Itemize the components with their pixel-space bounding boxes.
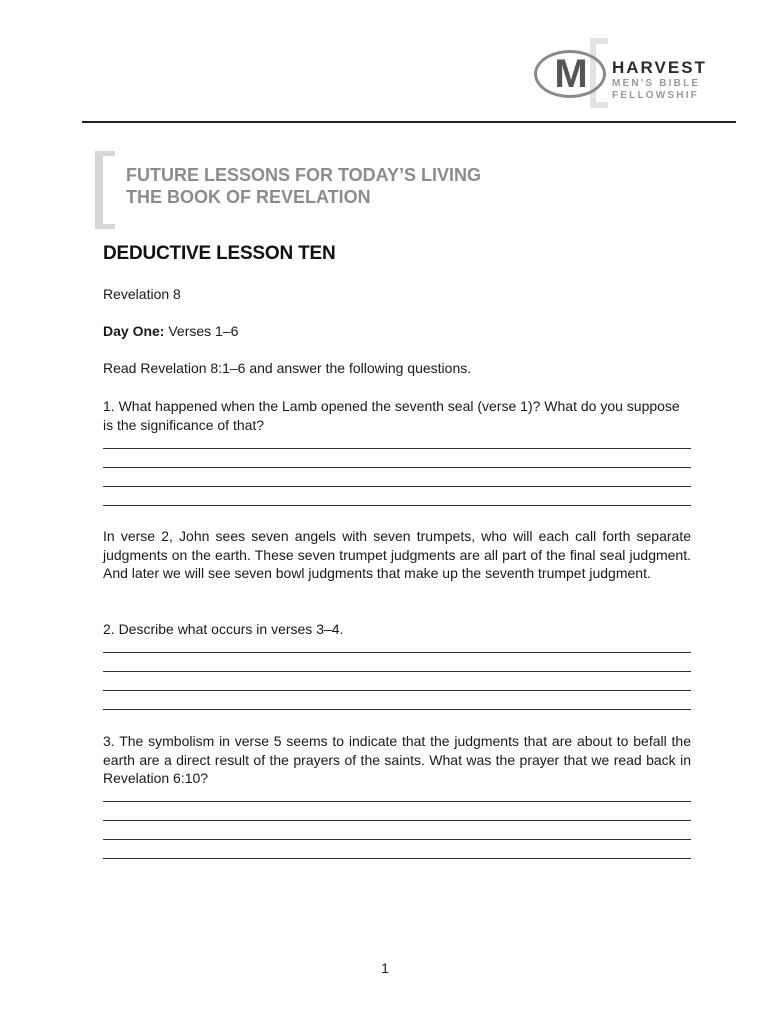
logo-subtitle-2: FELLOWSHIF (612, 90, 699, 101)
answer-line[interactable] (103, 652, 691, 653)
answer-line[interactable] (103, 839, 691, 840)
answer-line[interactable] (103, 858, 691, 859)
day-heading (103, 322, 691, 341)
answer-line[interactable] (103, 448, 691, 449)
question-1: 1. What happened when the Lamb opened the seventh seal (verse 1)? What do you suppose is the significance of that? (103, 398, 680, 433)
logo-subtitle-1: MEN'S BIBLE (612, 78, 701, 89)
question-3: 3. The symbolism in verse 5 seems to indicate that the judgments that are about to befall the earth are a direct result of the prayers of the saints. What was the prayer that we read back in Revelation 6:10? (103, 733, 691, 786)
passage-reference: Revelation 8 (103, 286, 181, 302)
answer-line[interactable] (103, 690, 691, 691)
series-title (126, 164, 481, 208)
answer-line[interactable] (103, 820, 691, 821)
series-bracket-icon (95, 151, 115, 229)
question-2: 2. Describe what occurs in verses 3–4. (103, 621, 344, 637)
answer-line[interactable] (103, 671, 691, 672)
lesson-title: DEDUCTIVE LESSON TEN (103, 243, 336, 264)
answer-line[interactable] (103, 467, 691, 468)
instruction: Read Revelation 8:1–6 and answer the following questions. (103, 360, 472, 376)
logo-name: HARVEST (612, 58, 707, 77)
series-title-line-1: FUTURE LESSONS FOR TODAY’S LIVING (126, 165, 482, 185)
series-title-line-2: THE BOOK OF REVELATION (126, 187, 371, 207)
answer-line[interactable] (103, 709, 691, 710)
logo-mark: M (554, 51, 586, 96)
header-rule (82, 121, 736, 123)
day-verses: Verses 1–6 (164, 323, 239, 339)
day-label: Day One: (103, 323, 165, 339)
paragraph-1: In verse 2, John sees seven angels with seven trumpets, who will each call forth separate judgments on the earth. These seven trumpet judgments are all part of the final seal judgment. And later we will see seven bowl judgments that make up the seventh trumpet judgment. (103, 528, 691, 581)
harvest-logo (530, 38, 745, 110)
answer-line[interactable] (103, 486, 691, 487)
answer-line[interactable] (103, 801, 691, 802)
page-number: 1 (381, 960, 389, 976)
answer-line[interactable] (103, 505, 691, 506)
